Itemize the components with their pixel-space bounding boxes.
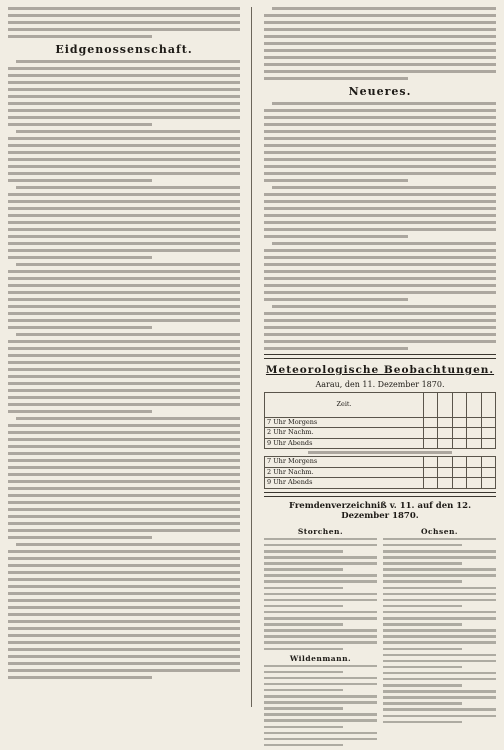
article-text-right-top xyxy=(264,7,496,80)
section-title-eidgenossenschaft: Eidgenossenschaft. xyxy=(55,43,193,56)
meteo-row xyxy=(265,428,496,438)
fremden-rule-top xyxy=(264,492,496,497)
meteo-rule-top xyxy=(264,354,496,359)
newspaper-page xyxy=(8,7,496,709)
hotel-heading: Wildenmann. xyxy=(289,653,352,663)
fremden-title: Fremdenverzeichniß v. 11. auf den 12. Dezember 1870. xyxy=(288,500,472,521)
article-text-neueres xyxy=(264,102,496,350)
article-text-left xyxy=(8,60,240,679)
meteo-row xyxy=(265,467,496,477)
meteo-col-zeit: Zeit. xyxy=(265,393,424,418)
meteo-row xyxy=(265,457,496,467)
meteo-row-label: 9 Uhr Abends xyxy=(265,438,424,448)
meteo-row xyxy=(265,418,496,428)
meteo-title: Meteorologische Beobachtungen. xyxy=(265,364,495,376)
hotel-heading: Storchen. xyxy=(297,526,344,536)
hotel-heading: Ochsen. xyxy=(420,526,459,536)
meteo-table xyxy=(264,392,496,449)
meteo-note xyxy=(264,451,496,454)
meteo-row-label: 7 Uhr Morgens xyxy=(265,457,424,467)
meteo-date: Aarau, den 11. Dezember 1870. xyxy=(315,380,445,389)
section-title-neueres: Neueres. xyxy=(348,85,412,98)
article-text-top xyxy=(8,7,240,38)
meteo-row-label: 7 Uhr Morgens xyxy=(265,418,424,428)
left-column xyxy=(8,7,240,683)
meteo-row-label: 9 Uhr Abends xyxy=(265,478,424,488)
meteo-table-2 xyxy=(264,456,496,488)
meteo-row xyxy=(265,478,496,488)
right-column xyxy=(264,7,496,750)
meteo-row-label: 2 Uhr Nachm. xyxy=(265,428,424,438)
meteo-row xyxy=(265,438,496,448)
column-divider xyxy=(251,7,252,707)
meteo-row-label: 2 Uhr Nachm. xyxy=(265,467,424,477)
